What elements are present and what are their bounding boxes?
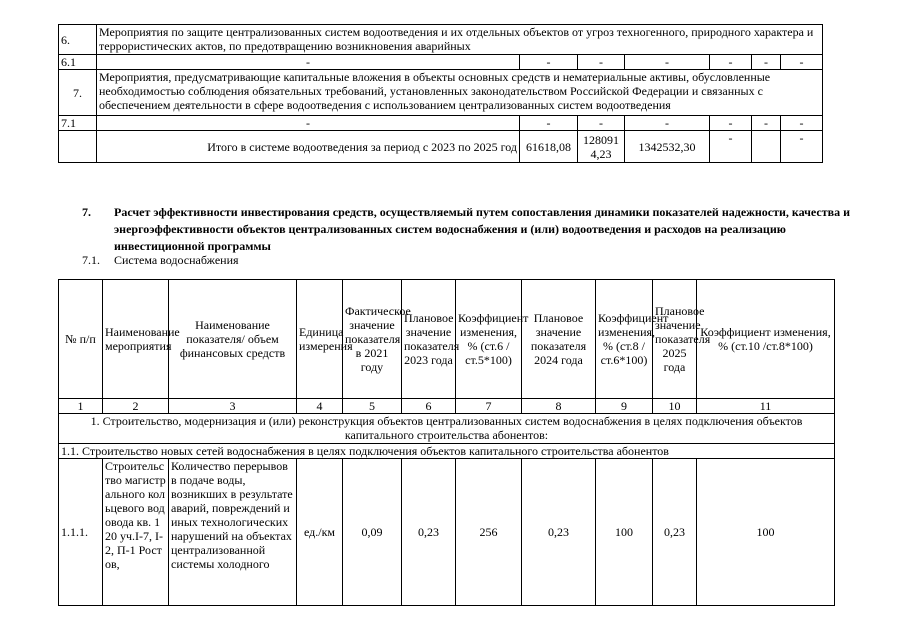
table-cell: - xyxy=(625,116,710,131)
table-row xyxy=(59,25,823,55)
plan-2024: 0,23 xyxy=(522,459,596,606)
row-number: 6. xyxy=(59,25,97,55)
coef-8-6: 100 xyxy=(596,459,653,606)
total-row xyxy=(59,131,823,163)
total-value: 1342532,30 xyxy=(625,131,710,163)
coef-6-5: 256 xyxy=(456,459,522,606)
group-row xyxy=(59,444,835,459)
table-cell: - xyxy=(752,55,781,70)
column-number: 3 xyxy=(169,399,297,414)
row-text: Мероприятия, предусматривающие капитальные вложения в объекты основных средств и нематериальные активы, обусловленные необходимостью соблюдения обязательных требований, установленных законодательством Российской Федерации и связанных с обеспечением деятельности в сфере водоотведения с использованием централизованных систем водоотведения xyxy=(97,70,823,116)
table-cell: - xyxy=(520,55,578,70)
group-row xyxy=(59,414,835,444)
section-title: Расчет эффективности инвестирования средств, осуществляемый путем сопоставления динамики показателей надежности, качества и энергоэффективности объектов централизованных систем водоснабжения и (или) водоотведения и расходов на реализацию инвестиционной программы xyxy=(114,205,851,253)
column-number: 5 xyxy=(343,399,402,414)
subsection-heading xyxy=(82,253,239,267)
table-cell xyxy=(752,131,781,163)
plan-2025: 0,23 xyxy=(653,459,697,606)
column-number: 11 xyxy=(697,399,835,414)
column-number-row xyxy=(59,399,835,414)
column-header: Наименование мероприятия xyxy=(103,280,169,399)
column-header: Плановое значение показателя 2023 года xyxy=(402,280,456,399)
total-value: 61618,08 xyxy=(520,131,578,163)
row-number: 6.1 xyxy=(59,55,97,70)
table-cell: - xyxy=(97,55,520,70)
column-header: № п/п xyxy=(59,280,103,399)
plan-2023: 0,23 xyxy=(402,459,456,606)
column-header: Единица измерения xyxy=(297,280,343,399)
table-cell: - xyxy=(710,55,752,70)
column-header: Фактическое значение показателя в 2021 году xyxy=(343,280,402,399)
wastewater-measures-table xyxy=(58,24,823,163)
table-cell: - xyxy=(625,55,710,70)
row-number: 7. xyxy=(59,70,97,116)
table-row xyxy=(59,70,823,116)
column-number: 6 xyxy=(402,399,456,414)
table-cell: - xyxy=(781,116,823,131)
column-header: Плановое значение показателя 2024 года xyxy=(522,280,596,399)
column-number: 2 xyxy=(103,399,169,414)
table-row xyxy=(59,55,823,70)
column-number: 4 xyxy=(297,399,343,414)
table-cell: - xyxy=(710,116,752,131)
group-title: 1.1. Строительство новых сетей водоснабжения в целях подключения объектов капитального строительства абонентов xyxy=(59,444,835,459)
column-header: Плановое значение показателя 2025 года xyxy=(653,280,697,399)
column-number: 1 xyxy=(59,399,103,414)
section-number: 7. xyxy=(82,205,91,219)
table-cell: - xyxy=(578,55,625,70)
column-header: Коэффициент изменения, % (ст.8 /ст.6*100) xyxy=(596,280,653,399)
unit: ед./км xyxy=(297,459,343,606)
total-value: - xyxy=(710,131,752,163)
row-text: Мероприятия по защите централизованных систем водоотведения и их отдельных объектов от угроз техногенного, природного характера и террористических актов, по предотвращению возникновения аварийных xyxy=(97,25,823,55)
total-value: 1280914,23 xyxy=(578,131,625,163)
table-cell xyxy=(59,131,97,163)
column-header: Коэффициент изменения, % (ст.10 /ст.8*100) xyxy=(697,280,835,399)
header-row xyxy=(59,280,835,399)
column-number: 8 xyxy=(522,399,596,414)
coef-10-8: 100 xyxy=(697,459,835,606)
fact-2021: 0,09 xyxy=(343,459,402,606)
column-number: 7 xyxy=(456,399,522,414)
table-row xyxy=(59,459,835,606)
table-cell: - xyxy=(752,116,781,131)
column-number: 10 xyxy=(653,399,697,414)
table-cell: - xyxy=(520,116,578,131)
measure-name: Строительство магистрального кольцевого водовода кв. 120 уч.I-7, I-2, П-1 Ростов, xyxy=(103,459,169,606)
table-row xyxy=(59,116,823,131)
table-cell: - xyxy=(781,55,823,70)
total-label: Итого в системе водоотведения за период с 2023 по 2025 год xyxy=(97,131,520,163)
table-cell: - xyxy=(578,116,625,131)
total-value: - xyxy=(781,131,823,163)
indicator-name: Количество перерывов в подаче воды, возникших в результате аварий, повреждений и иных технологических нарушений на объектах централизованной системы холодного xyxy=(169,459,297,606)
row-number: 7.1 xyxy=(59,116,97,131)
row-number: 1.1.1. xyxy=(59,459,103,606)
subsection-title: Система водоснабжения xyxy=(114,253,239,267)
group-title: 1. Строительство, модернизация и (или) реконструкция объектов централизованных систем водоснабжения в целях подключения объектов капитального строительства абонентов: xyxy=(59,414,835,444)
column-header: Коэффициент изменения, % (ст.6 /ст.5*100) xyxy=(456,280,522,399)
column-header: Наименование показателя/ объем финансовых средств xyxy=(169,280,297,399)
subsection-number: 7.1. xyxy=(82,253,100,267)
water-supply-efficiency-table xyxy=(58,279,835,606)
table-cell: - xyxy=(97,116,520,131)
column-number: 9 xyxy=(596,399,653,414)
